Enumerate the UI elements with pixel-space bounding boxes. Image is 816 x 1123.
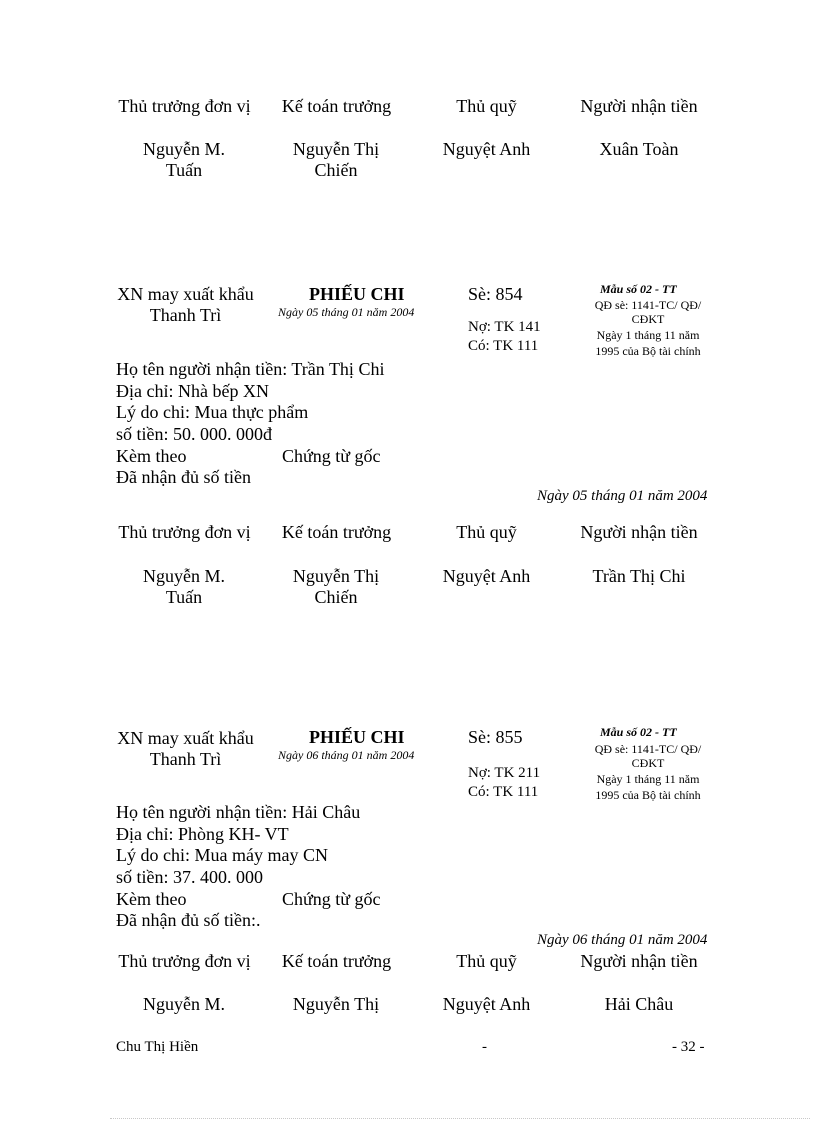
attachment-label: Kèm theo [116,889,187,909]
signer-thu-truong: Nguyễn M. [143,994,225,1014]
signer-nguoi-nhan: Xuân Toàn [599,139,679,159]
signer-thu-truong: Nguyễn M. Tuấn [143,139,225,180]
debit-account: Nợ: TK 211 [468,765,541,781]
signer-ke-toan: Nguyễn Thị [292,994,380,1014]
form-decision-line4: 1995 của Bộ tài chính [595,788,701,802]
sig-header-ke-toan: Kế toán trưởng [281,522,392,542]
received-statement: Đã nhận đủ số tiền [116,467,251,487]
voucher-date: Ngày 06 tháng 01 năm 2004 [278,748,415,762]
attachment-label: Kèm theo [116,446,187,466]
sig-header-thu-quy: Thủ quỹ [456,951,517,971]
sig-header-ke-toan: Kế toán trưởng [281,96,392,116]
footer-author: Chu Thị Hiền [116,1039,199,1055]
sign-date: Ngày 06 tháng 01 năm 2004 [537,932,708,948]
sig-header-thu-truong: Thủ trưởng đơn vị [118,951,251,971]
form-decision-line2: CĐKT [631,312,665,326]
form-decision-line2: CĐKT [631,756,665,770]
attachment-value: Chứng từ gốc [282,889,381,909]
sig-header-thu-quy: Thủ quỹ [456,522,517,542]
payment-reason: Lý do chi: Mua thực phẩm [116,402,309,422]
footer-separator: - [482,1039,487,1055]
sig-header-nguoi-nhan: Người nhận tiền [580,96,698,116]
amount: số tiền: 37. 400. 000 [116,867,263,887]
form-number: Mẫu số 02 - TT [600,725,677,739]
recipient-address: Địa chỉ: Phòng KH- VT [116,824,289,844]
sig-header-nguoi-nhan: Người nhận tiền [580,951,698,971]
sign-date: Ngày 05 tháng 01 năm 2004 [537,488,708,504]
received-statement: Đã nhận đủ số tiền:. [116,910,261,930]
signer-thu-quy: Nguyệt Anh [442,139,531,159]
voucher-title: PHIẾU CHI [309,727,405,747]
form-number: Mẫu số 02 - TT [600,282,677,296]
signer-ke-toan: Nguyễn Thị Chiến [292,139,380,180]
form-decision-line3: Ngày 1 tháng 11 năm [596,772,700,786]
recipient-name: Họ tên người nhận tiền: Hải Châu [116,802,361,822]
form-decision-line1: QĐ sè: 1141-TC/ QĐ/ [594,742,702,756]
voucher-date: Ngày 05 tháng 01 năm 2004 [278,305,415,319]
credit-account: Có: TK 111 [468,338,539,354]
form-decision-line3: Ngày 1 tháng 11 năm [596,328,700,342]
payment-reason: Lý do chi: Mua máy may CN [116,845,328,865]
voucher-title: PHIẾU CHI [309,284,405,304]
sig-header-thu-quy: Thủ quỹ [456,96,517,116]
company-name: XN may xuất khẩu Thanh Trì [117,284,254,325]
signer-ke-toan: Nguyễn Thị Chiến [292,566,380,607]
company-name: XN may xuất khẩu Thanh Trì [117,728,254,769]
amount: số tiền: 50. 000. 000đ [116,424,272,444]
signer-thu-quy: Nguyệt Anh [442,566,531,586]
page-bottom-border [110,1118,810,1119]
sig-header-thu-truong: Thủ trưởng đơn vị [118,96,251,116]
form-decision-line1: QĐ sè: 1141-TC/ QĐ/ [594,298,702,312]
signer-thu-truong: Nguyễn M. Tuấn [143,566,225,607]
credit-account: Có: TK 111 [468,784,539,800]
voucher-number: Sè: 855 [468,727,523,747]
recipient-address: Địa chỉ: Nhà bếp XN [116,381,269,401]
sig-header-nguoi-nhan: Người nhận tiền [580,522,698,542]
sig-header-ke-toan: Kế toán trưởng [281,951,392,971]
page-number: - 32 - [672,1039,705,1055]
voucher-number: Sè: 854 [468,284,523,304]
attachment-value: Chứng từ gốc [282,446,381,466]
signer-nguoi-nhan: Hải Châu [604,994,674,1014]
debit-account: Nợ: TK 141 [468,319,541,335]
recipient-name: Họ tên người nhận tiền: Trần Thị Chi [116,359,385,379]
signer-nguoi-nhan: Trần Thị Chi [592,566,686,586]
sig-header-thu-truong: Thủ trưởng đơn vị [118,522,251,542]
signer-thu-quy: Nguyệt Anh [442,994,531,1014]
form-decision-line4: 1995 của Bộ tài chính [595,344,701,358]
